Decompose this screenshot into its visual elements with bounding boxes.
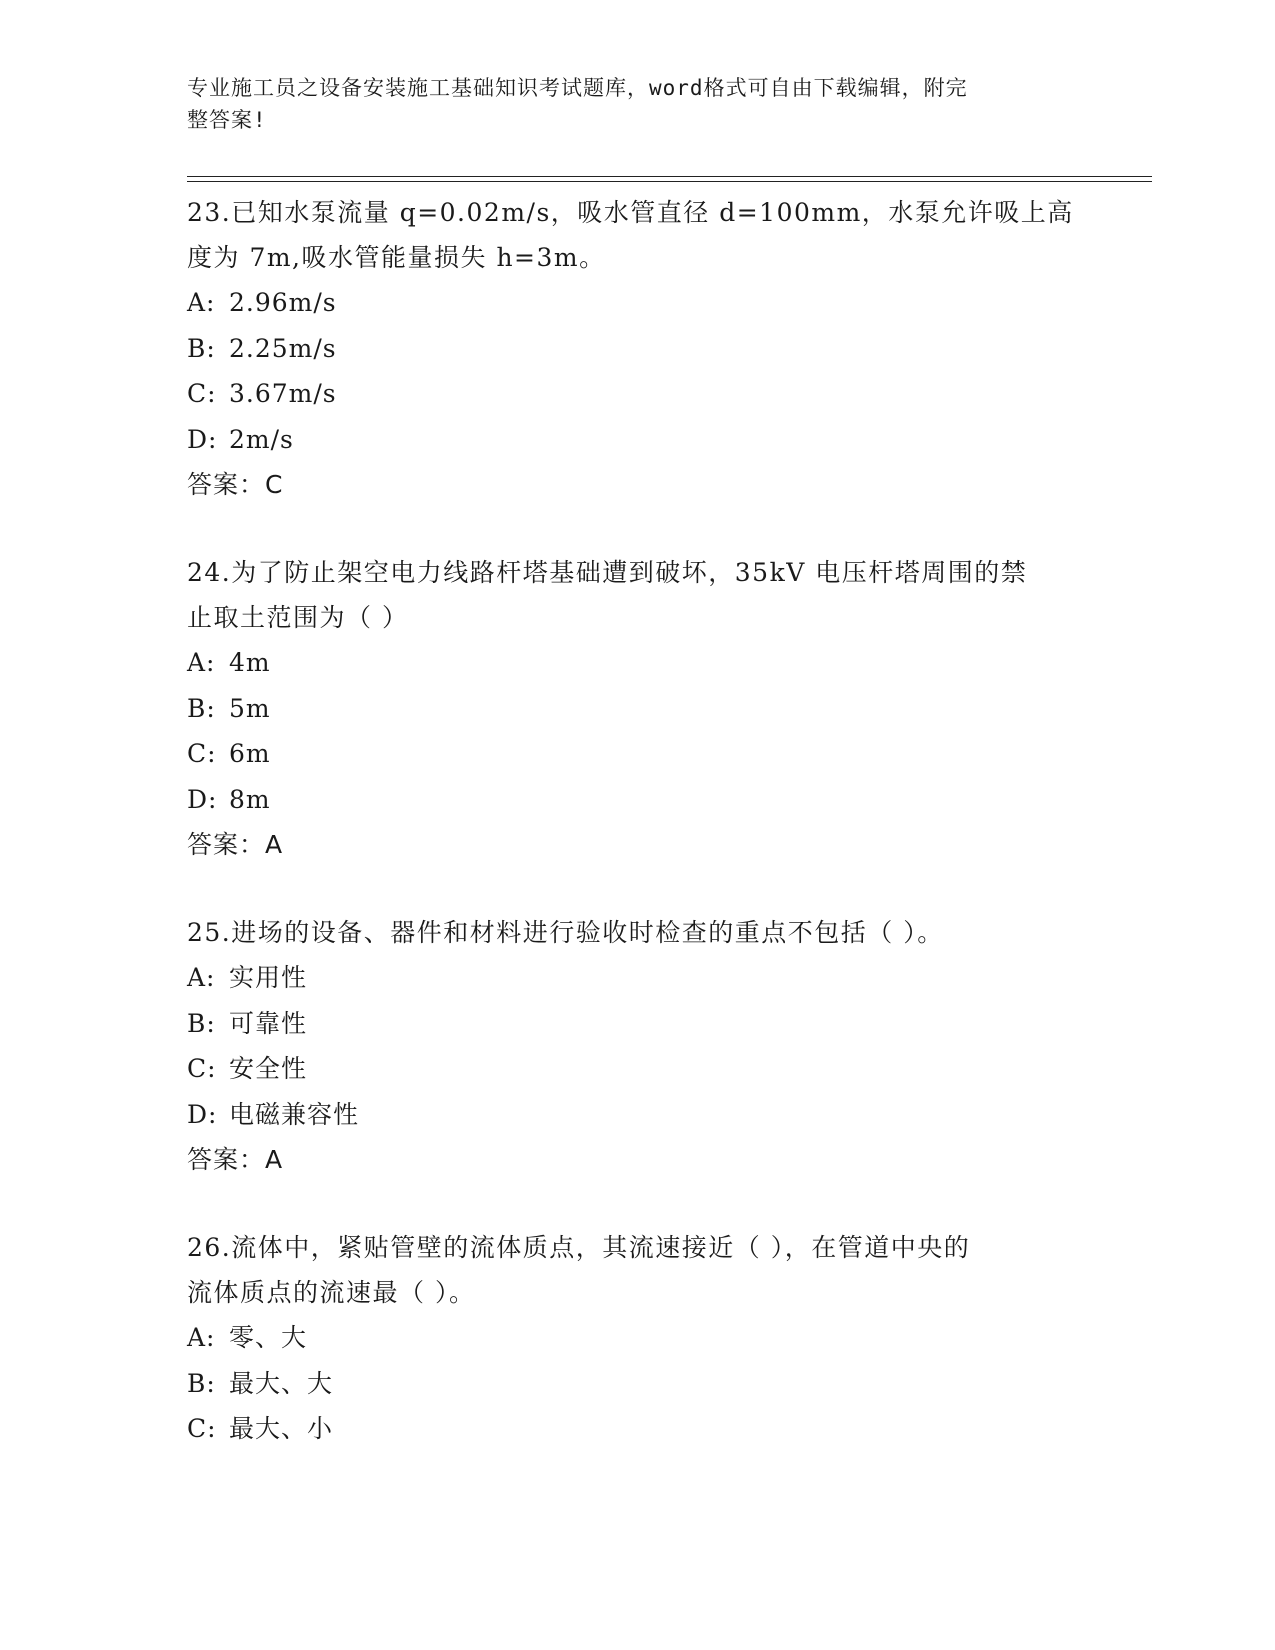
option-text: 最大、大 [229,1368,334,1398]
answer-line: 答案：C [187,470,284,499]
option-key: D: [187,424,218,454]
option-a [187,280,1087,326]
option-a [187,955,1087,1001]
option-a [187,640,1087,686]
header-divider-top [187,176,1152,177]
option-b [187,686,1087,732]
question-stem-line-2: 流体质点的流速最（ ）。 [187,1278,476,1307]
option-key: A: [187,1323,216,1352]
option-b [187,1361,1087,1407]
answer-line: 答案：A [187,830,284,859]
option-text: 2.96m/s [229,288,337,317]
option-b [187,326,1087,372]
option-c [187,1406,1087,1452]
question-23 [187,190,1087,507]
question-stem-line-1: 24.为了防止架空电力线路杆塔基础遭到破坏，35kV 电压杆塔周围的禁 [187,558,1028,587]
question-stem-line-1: 25.进场的设备、器件和材料进行验收时检查的重点不包括（ ）。 [187,918,944,947]
option-c [187,371,1087,417]
option-key: A: [187,963,216,992]
header-line-2: 整答案! [187,108,267,132]
question-stem-line-1: 26.流体中，紧贴管壁的流体质点，其流速接近（ ），在管道中央的 [187,1233,971,1262]
option-c [187,731,1087,777]
option-key: B: [187,1368,216,1398]
option-key: C: [187,379,217,408]
question-stem-line-2: 度为 7m,吸水管能量损失 h=3m。 [187,243,606,272]
question-26 [187,1225,1087,1452]
option-text: 电磁兼容性 [229,1099,360,1129]
option-key: C: [187,739,217,768]
option-text: 安全性 [229,1054,308,1083]
option-text: 2.25m/s [229,333,337,363]
option-key: B: [187,693,216,723]
option-text: 4m [229,648,271,677]
option-text: 3.67m/s [229,379,337,408]
question-stem-line-2: 止取土范围为（ ） [187,603,409,632]
option-text: 实用性 [229,963,308,992]
option-key: A: [187,648,216,677]
question-list [187,190,1087,1495]
option-text: 5m [229,693,271,723]
option-key: A: [187,288,216,317]
option-a [187,1315,1087,1361]
header-line-1: 专业施工员之设备安装施工基础知识考试题库，word格式可自由下载编辑，附完 [187,76,968,100]
option-d [187,417,1087,463]
option-key: B: [187,333,216,363]
option-text: 6m [229,739,271,768]
option-key: D: [187,1099,218,1129]
option-key: B: [187,1008,216,1038]
option-key: D: [187,784,218,814]
option-key: C: [187,1414,217,1443]
question-24 [187,550,1087,867]
option-text: 零、大 [229,1323,308,1352]
option-text: 2m/s [229,424,294,454]
option-key: C: [187,1054,217,1083]
answer-line: 答案：A [187,1145,284,1174]
option-d [187,1092,1087,1138]
option-text: 8m [229,784,271,814]
question-25 [187,910,1087,1182]
document-header [187,72,1067,136]
question-stem-line-1: 23.已知水泵流量 q=0.02m/s，吸水管直径 d=100mm，水泵允许吸上高 [187,198,1074,227]
option-d [187,777,1087,823]
option-text: 最大、小 [229,1414,334,1443]
header-divider-bottom [187,181,1152,182]
option-b [187,1001,1087,1047]
option-c [187,1046,1087,1092]
option-text: 可靠性 [229,1008,308,1038]
